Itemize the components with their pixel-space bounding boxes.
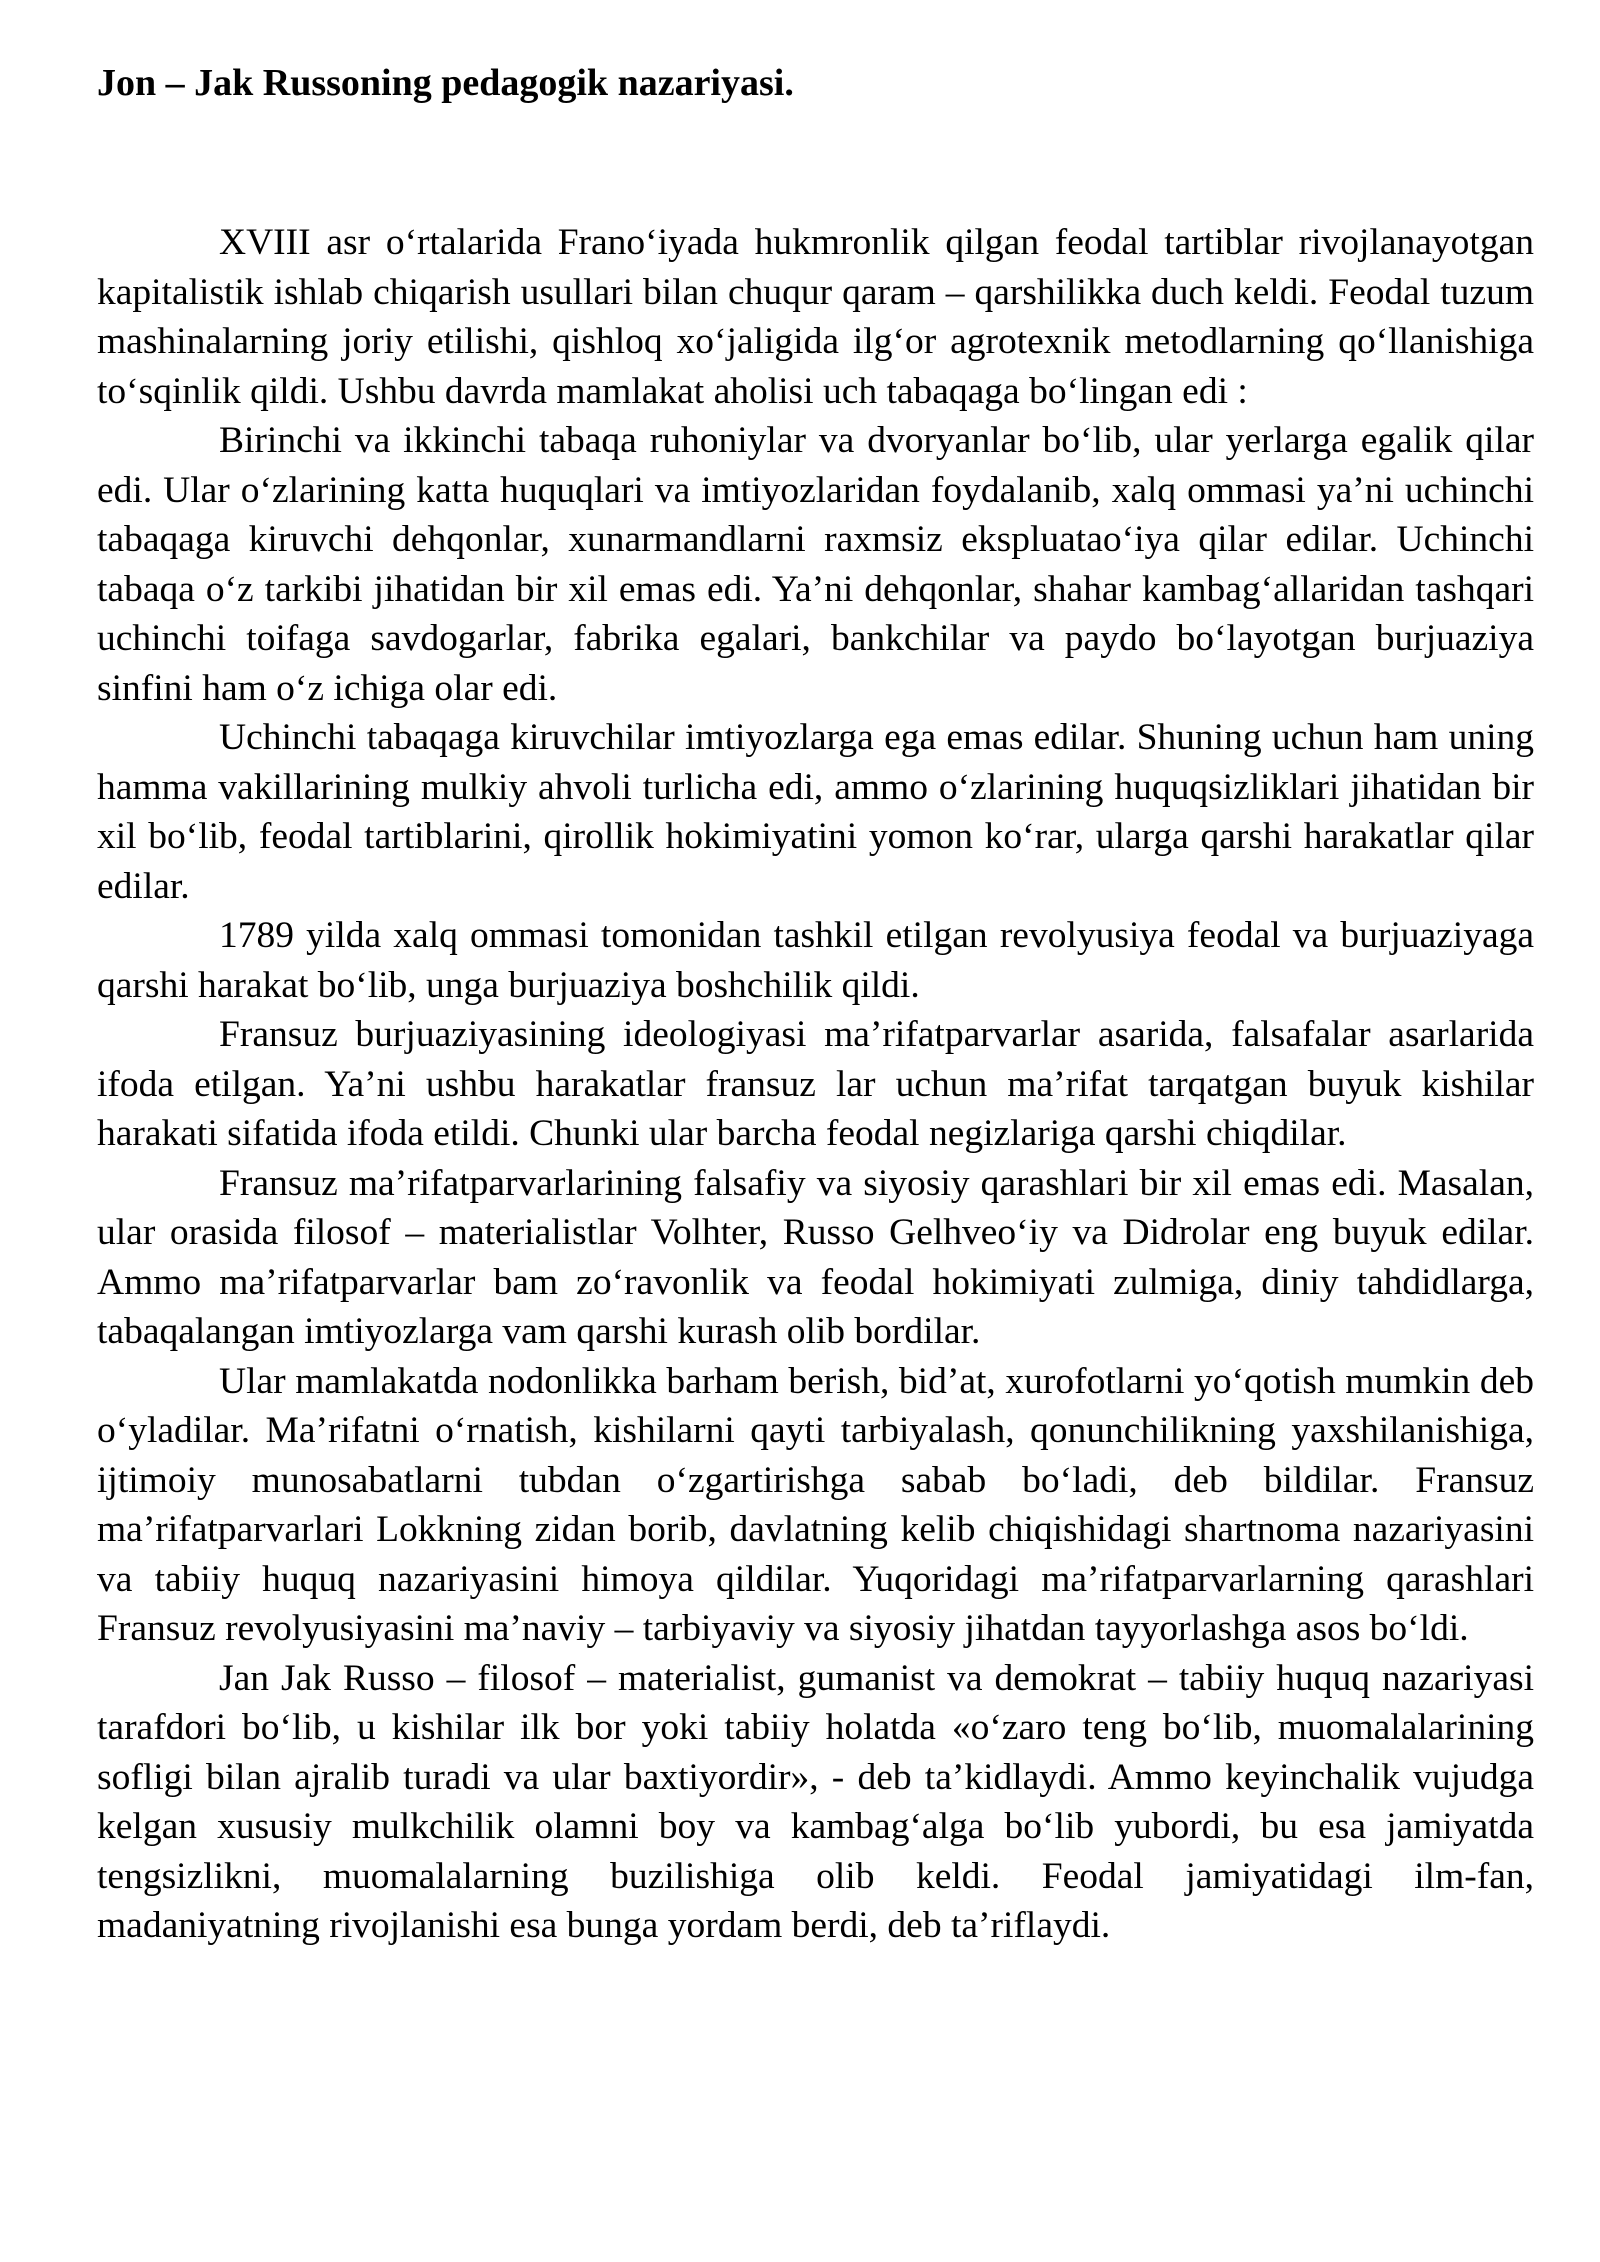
paragraph: Birinchi va ikkinchi tabaqa ruhoniylar va dvoryanlar bo‘lib, ular yerlarga egalik qilar edi. Ular o‘zlarining katta huquqlari va imtiyozlaridan foydalanib, xalq ommasi ya’ni uchinchi tabaqaga kiruvchi dehqonlar, xunarmandlarni raxmsiz ekspluatao‘iya qilar edilar. Uchinchi tabaqa o‘z tarkibi jihatidan bir xil emas edi. Ya’ni dehqonlar, shahar kambag‘allaridan tashqari uchinchi toifaga savdogarlar, fabrika egalari, bankchilar va paydo bo‘layotgan burjuaziya sinfini ham o‘z ichiga olar edi.: [97, 420, 1534, 709]
document-page: [97, 0, 1534, 1951]
paragraph: Uchinchi tabaqaga kiruvchilar imtiyozlarga ega emas edilar. Shuning uchun ham uning hamma vakillarining mulkiy ahvoli turlicha edi, ammo o‘zlarining huquqsizliklari jihatidan bir xil bo‘lib, feodal tartiblarini, qirollik hokimiyatini yomon ko‘rar, ularga qarshi harakatlar qilar edilar.: [97, 717, 1534, 907]
document-title: Jon – Jak Russoning pedagogik nazariyasi.: [97, 62, 794, 104]
paragraph: Ular mamlakatda nodonlikka barham berish, bid’at, xurofotlarni yo‘qotish mumkin deb o‘yladilar. Ma’rifatni o‘rnatish, kishilarni qayti tarbiyalash, qonunchilikning yaxshilanishiga, ijtimoiy munosabatlarni tubdan o‘zgartirishga sabab bo‘ladi, deb bildilar. Fransuz ma’rifatparvarlari Lokkning zidan borib, davlatning kelib chiqishidagi shartnoma nazariyasini va tabiiy huquq nazariyasini himoya qildilar. Yuqoridagi ma’rifatparvarlarning qarashlari Fransuz revolyusiyasini ma’naviy – tarbiyaviy va siyosiy jihatdan tayyorlashga asos bo‘ldi.: [97, 1360, 1534, 1649]
paragraph: Fransuz burjuaziyasining ideologiyasi ma’rifatparvarlar asarida, falsafalar asarlarida ifoda etilgan. Ya’ni ushbu harakatlar fransuz lar uchun ma’rifat tarqatgan buyuk kishilar harakati sifatida ifoda etildi. Chunki ular barcha feodal negizlariga qarshi chiqdilar.: [97, 1014, 1534, 1154]
paragraph: Fransuz ma’rifatparvarlarining falsafiy va siyosiy qarashlari bir xil emas edi. Masalan, ular orasida filosof – materialistlar Volhter, Russo Gelhveo‘iy va Didrolar eng buyuk edilar. Ammo ma’rifatparvarlar bam zo‘ravonlik va feodal hokimiyati zulmiga, diniy tahdidlarga, tabaqalangan imtiyozlarga vam qarshi kurash olib bordilar.: [97, 1162, 1534, 1352]
paragraph: XVIII asr o‘rtalarida Frano‘iyada hukmronlik qilgan feodal tartiblar rivojlanayotgan kapitalistik ishlab chiqarish usullari bilan chuqur qaram – qarshilikka duch keldi. Feodal tuzum mashinalarning joriy etilishi, qishloq xo‘jaligida ilg‘or agrotexnik metodlarning qo‘llanishiga to‘sqinlik qildi. Ushbu davrda mamlakat aholisi uch tabaqaga bo‘lingan edi :: [97, 222, 1534, 412]
paragraph: 1789 yilda xalq ommasi tomonidan tashkil etilgan revolyusiya feodal va burjuaziyaga qarshi harakat bo‘lib, unga burjuaziya boshchilik qildi.: [97, 915, 1534, 1006]
document-body: [97, 218, 1534, 1951]
paragraph: Jan Jak Russo – filosof – materialist, gumanist va demokrat – tabiiy huquq nazariyasi tarafdori bo‘lib, u kishilar ilk bor yoki tabiiy holatda «o‘zaro teng bo‘lib, muomalalarining sofligi bilan ajralib turadi va ular baxtiyordir», - deb ta’kidlaydi. Ammo keyinchalik vujudga kelgan xususiy mulkchilik olamni boy va kambag‘alga bo‘lib yubordi, bu esa jamiyatda tengsizlikni, muomalalarning buzilishiga olib keldi. Feodal jamiyatidagi ilm-fan, madaniyatning rivojlanishi esa bunga yordam berdi, deb ta’riflaydi.: [97, 1657, 1534, 1946]
